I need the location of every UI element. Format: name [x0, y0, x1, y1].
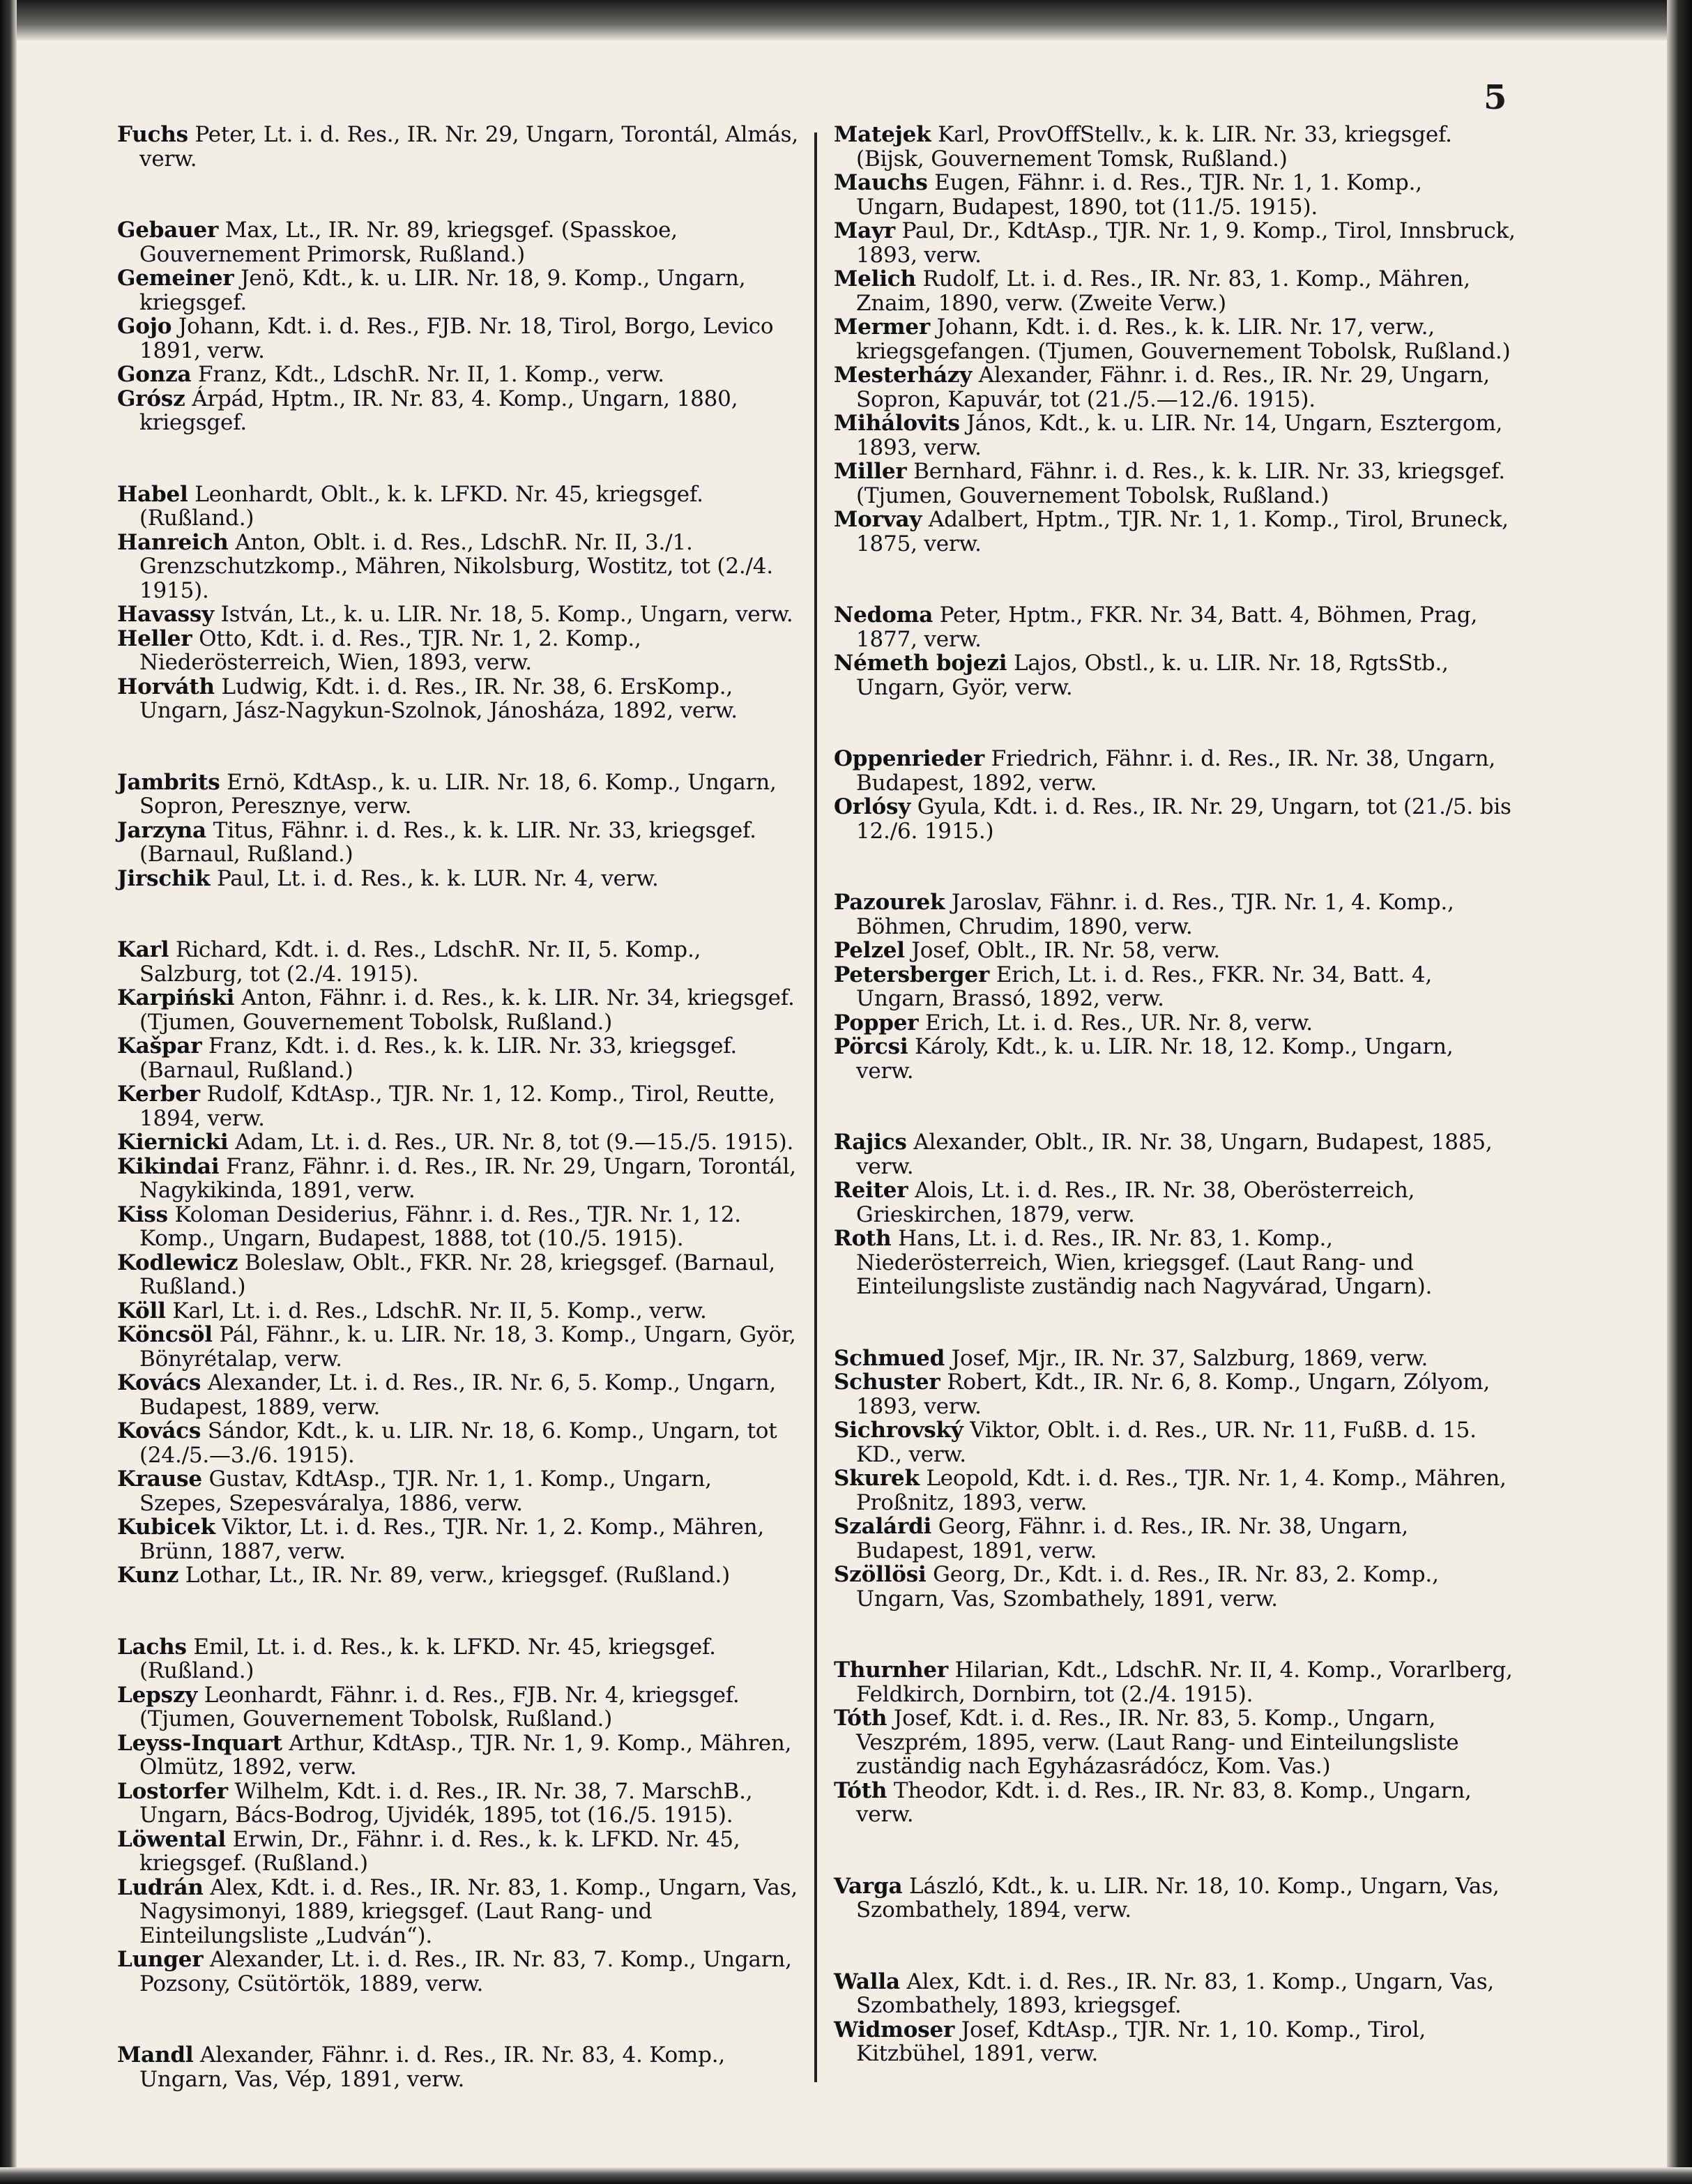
surname: Lachs [117, 1634, 187, 1660]
casualty-entry [117, 1515, 800, 1563]
letter-group [117, 483, 800, 723]
surname: Németh bojezi [834, 651, 1007, 676]
entry-details: Georg, Dr., Kdt. i. d. Res., IR. Nr. 83, 2. Komp., Ungarn, Vas, Szombathely, 1891, verw. [856, 1562, 1439, 1612]
scan-border-bottom [0, 2167, 1692, 2184]
letter-group [834, 890, 1517, 1083]
casualty-entry [117, 1876, 800, 1948]
casualty-entry [117, 1155, 800, 1203]
entry-details: Ludwig, Kdt. i. d. Res., IR. Nr. 38, 6. ErsKomp., Ungarn, Jász-Nagykun-Szolnok, Jánosháza, 1892, verw. [139, 674, 738, 723]
entry-details: Josef, Kdt. i. d. Res., IR. Nr. 83, 5. Komp., Ungarn, Veszprém, 1895, verw. (Laut Rang- und Einteilungsliste zuständig nach Egyházasrádócz, Kom. Vas.) [856, 1706, 1459, 1779]
surname: Jarzyna [117, 817, 206, 843]
surname: Pörcsi [834, 1034, 908, 1059]
surname: Lepszy [117, 1682, 198, 1708]
surname: Roth [834, 1226, 892, 1251]
entry-details: Pál, Fähnr., k. u. LIR. Nr. 18, 3. Komp., Ungarn, Györ, Bönyrétalap, verw. [139, 1322, 796, 1372]
entry-details: Rudolf, KdtAsp., TJR. Nr. 1, 12. Komp., Tirol, Reutte, 1894, verw. [139, 1082, 775, 1131]
entry-details: Bernhard, Fähnr. i. d. Res., k. k. LIR. Nr. 33, kriegsgef. (Tjumen, Gouvernement Tobolsk, Rußland.) [856, 459, 1505, 508]
casualty-entry [117, 218, 800, 266]
surname: Pelzel [834, 938, 905, 963]
entry-details: Alexander, Fähnr. i. d. Res., IR. Nr. 83, 4. Komp., Ungarn, Vas, Vép, 1891, verw. [139, 2042, 726, 2092]
entry-details: Sándor, Kdt., k. u. LIR. Nr. 18, 6. Komp., Ungarn, tot (24./5.—3./6. 1915). [139, 1418, 777, 1468]
surname: Mesterházy [834, 363, 973, 388]
surname: Hanreich [117, 529, 229, 555]
entry-details: Alexander, Oblt., IR. Nr. 38, Ungarn, Budapest, 1885, verw. [856, 1130, 1493, 1179]
letter-group [834, 123, 1517, 556]
casualty-entry [117, 675, 800, 723]
entry-details: Johann, Kdt. i. d. Res., FJB. Nr. 18, Tirol, Borgo, Levico 1891, verw. [139, 314, 774, 363]
entry-details: Franz, Kdt., LdschR. Nr. II, 1. Komp., verw. [191, 362, 664, 387]
entry-details: Hilarian, Kdt., LdschR. Nr. II, 4. Komp., Vorarlberg, Feldkirch, Dornbirn, tot (2./4. 1915). [856, 1658, 1513, 1707]
entry-details: Alexander, Lt. i. d. Res., IR. Nr. 83, 7. Komp., Ungarn, Pozsony, Csütörtök, 1889, verw. [139, 1947, 792, 1996]
casualty-entry [834, 1563, 1517, 1611]
surname: Mandl [117, 2042, 194, 2068]
entry-details: Alexander, Lt. i. d. Res., IR. Nr. 6, 5. Komp., Ungarn, Budapest, 1889, verw. [139, 1370, 777, 1420]
casualty-entry [117, 266, 800, 314]
letter-group [117, 1635, 800, 1996]
surname: Leyss-Inquart [117, 1730, 282, 1756]
letter-group [117, 771, 800, 891]
entry-details: Josef, Mjr., IR. Nr. 37, Salzburg, 1869, verw. [945, 1345, 1428, 1371]
casualty-entry [834, 747, 1517, 795]
surname: Tóth [834, 1706, 887, 1731]
column-divider [814, 132, 817, 2082]
casualty-entry [117, 1635, 800, 1683]
surname: Rajics [834, 1130, 907, 1155]
surname: Kikindai [117, 1153, 220, 1179]
casualty-entry [834, 1658, 1517, 1706]
entry-details: Erich, Lt. i. d. Res., FKR. Nr. 34, Batt. 4, Ungarn, Brassó, 1892, verw. [856, 962, 1433, 1011]
letter-group [834, 1658, 1517, 1827]
casualty-entry [834, 651, 1517, 699]
entry-details: Lajos, Obstl., k. u. LIR. Nr. 18, RgtsStb., Ungarn, Györ, verw. [856, 651, 1449, 700]
entry-details: Peter, Lt. i. d. Res., IR. Nr. 29, Ungarn, Torontál, Almás, verw. [139, 122, 799, 172]
entry-details: István, Lt., k. u. LIR. Nr. 18, 5. Komp., Ungarn, verw. [214, 602, 793, 627]
surname: Mauchs [834, 170, 928, 195]
surname: Fuchs [117, 122, 188, 147]
entry-details: László, Kdt., k. u. LIR. Nr. 18, 10. Komp., Ungarn, Vas, Szombathely, 1894, verw. [856, 1873, 1500, 1923]
casualty-entry [834, 1347, 1517, 1371]
surname: Köll [117, 1298, 166, 1324]
left-column [117, 123, 800, 2139]
entry-details: Richard, Kdt. i. d. Res., LdschR. Nr. II, 5. Komp., Salzburg, tot (2./4. 1915). [139, 937, 701, 987]
entry-details: Gyula, Kdt. i. d. Res., IR. Nr. 29, Ungarn, tot (21./5. bis 12./6. 1915.) [856, 794, 1511, 844]
surname: Matejek [834, 122, 931, 147]
surname: Mayr [834, 218, 895, 243]
casualty-entry [117, 1780, 800, 1828]
entry-details: Hans, Lt. i. d. Res., IR. Nr. 83, 1. Komp., Niederösterreich, Wien, kriegsgef. (Laut Rang- und Einteilungsliste zuständig nach Nagyvárad, Ungarn). [856, 1226, 1433, 1299]
casualty-entry [834, 890, 1517, 939]
casualty-entry [834, 1035, 1517, 1083]
page-number: 5 [1484, 78, 1507, 117]
casualty-entry [834, 1178, 1517, 1227]
entry-details: Koloman Desiderius, Fähnr. i. d. Res., TJR. Nr. 1, 12. Komp., Ungarn, Budapest, 1888, tot (10./5. 1915). [139, 1201, 741, 1251]
casualty-entry [117, 602, 800, 627]
casualty-entry [117, 1419, 800, 1467]
surname: Pazourek [834, 890, 945, 915]
entry-details: Leonhardt, Fähnr. i. d. Res., FJB. Nr. 4, kriegsgef. (Tjumen, Gouvernement Tobolsk, Rußland.) [139, 1682, 740, 1731]
casualty-entry [117, 1082, 800, 1130]
surname: Löwental [117, 1826, 227, 1852]
surname: Melich [834, 266, 916, 291]
surname: Heller [117, 625, 192, 651]
entry-details: Paul, Lt. i. d. Res., k. k. LUR. Nr. 4, verw. [210, 865, 659, 891]
casualty-entry [117, 483, 800, 531]
surname: Popper [834, 1010, 919, 1036]
surname: Varga [834, 1873, 903, 1899]
surname: Jirschik [117, 865, 211, 891]
casualty-entry [117, 1371, 800, 1419]
right-column [834, 123, 1517, 2114]
surname: Kiernicki [117, 1130, 229, 1155]
casualty-entry [834, 411, 1517, 460]
casualty-entry [117, 1034, 800, 1082]
entry-details: Robert, Kdt., IR. Nr. 6, 8. Komp., Ungarn, Zólyom, 1893, verw. [856, 1370, 1491, 1419]
surname: Karl [117, 937, 169, 962]
surname: Karpiński [117, 985, 235, 1010]
casualty-entry [834, 123, 1517, 171]
casualty-entry [834, 1418, 1517, 1466]
surname: Sichrovský [834, 1418, 963, 1443]
surname: Habel [117, 481, 188, 507]
casualty-entry [117, 1683, 800, 1731]
surname: Walla [834, 1969, 900, 1994]
surname: Kovács [117, 1370, 201, 1395]
casualty-entry [834, 795, 1517, 843]
entry-details: Otto, Kdt. i. d. Res., TJR. Nr. 1, 2. Komp., Niederösterreich, Wien, 1893, verw. [139, 625, 641, 675]
entry-details: Johann, Kdt. i. d. Res., k. k. LIR. Nr. 17, verw., kriegsgefangen. (Tjumen, Gouvernement Tobolsk, Rußland.) [856, 314, 1511, 364]
casualty-entry [117, 867, 800, 891]
casualty-entry [117, 1563, 800, 1588]
surname: Kubicek [117, 1515, 215, 1540]
entry-details: Paul, Dr., KdtAsp., TJR. Nr. 1, 9. Komp., Tirol, Innsbruck, 1893, verw. [856, 218, 1516, 268]
casualty-entry [834, 1130, 1517, 1178]
casualty-entry [834, 1779, 1517, 1827]
entry-details: Karl, Lt. i. d. Res., LdschR. Nr. II, 5. Komp., verw. [165, 1298, 707, 1324]
casualty-entry [117, 819, 800, 867]
surname: Kodlewicz [117, 1250, 238, 1275]
surname: Köncsöl [117, 1322, 213, 1347]
surname: Mihálovits [834, 411, 960, 436]
casualty-entry [117, 2043, 800, 2091]
surname: Schuster [834, 1370, 940, 1395]
surname: Widmoser [834, 2017, 955, 2042]
entry-details: Josef, KdtAsp., TJR. Nr. 1, 10. Komp., Tirol, Kitzbühel, 1891, verw. [856, 2017, 1426, 2066]
casualty-entry [834, 2018, 1517, 2066]
entry-details: Anton, Fähnr. i. d. Res., k. k. LIR. Nr. 34, kriegsgef. (Tjumen, Gouvernement Tobolsk, Rußland.) [139, 985, 795, 1035]
casualty-entry [834, 1970, 1517, 2018]
surname: Kiss [117, 1201, 168, 1227]
surname: Schmued [834, 1345, 945, 1371]
entry-details: Josef, Oblt., IR. Nr. 58, verw. [904, 938, 1221, 963]
letter-group [117, 218, 800, 435]
casualty-entry [834, 939, 1517, 963]
surname: Grósz [117, 386, 185, 411]
entry-details: Gustav, KdtAsp., TJR. Nr. 1, 1. Komp., Ungarn, Szepes, Szepesváralya, 1886, verw. [139, 1466, 712, 1516]
casualty-entry [834, 1706, 1517, 1779]
surname: Tóth [834, 1777, 887, 1803]
entry-details: Viktor, Lt. i. d. Res., TJR. Nr. 1, 2. Komp., Mähren, Brünn, 1887, verw. [139, 1515, 765, 1564]
entry-details: Titus, Fähnr. i. d. Res., k. k. LIR. Nr. 33, kriegsgef. (Barnaul, Rußland.) [139, 817, 756, 867]
scan-border-left [0, 0, 17, 2184]
surname: Lostorfer [117, 1778, 228, 1804]
casualty-entry [117, 1948, 800, 1996]
casualty-entry [834, 1466, 1517, 1515]
casualty-entry [117, 531, 800, 603]
surname: Jambrits [117, 769, 220, 795]
letter-group [117, 2043, 800, 2091]
surname: Gonza [117, 362, 192, 387]
surname: Szalárdi [834, 1514, 932, 1539]
casualty-entry [834, 1874, 1517, 1923]
surname: Ludrán [117, 1874, 204, 1900]
entry-details: Adalbert, Hptm., TJR. Nr. 1, 1. Komp., Tirol, Bruneck, 1875, verw. [856, 507, 1509, 556]
surname: Horváth [117, 674, 215, 699]
letter-group [834, 1347, 1517, 1612]
casualty-entry [834, 171, 1517, 219]
entry-details: Anton, Oblt. i. d. Res., LdschR. Nr. II, 3./1. Grenzschutzkomp., Mähren, Nikolsburg, Wostitz, tot (2./4. 1915). [139, 529, 773, 603]
surname: Kunz [117, 1563, 179, 1588]
entry-details: Ernö, KdtAsp., k. u. LIR. Nr. 18, 6. Komp., Ungarn, Sopron, Peresznye, verw. [139, 769, 777, 819]
entry-details: Jaroslav, Fähnr. i. d. Res., TJR. Nr. 1, 4. Komp., Böhmen, Chrudim, 1890, verw. [856, 890, 1454, 939]
entry-details: Jenö, Kdt., k. u. LIR. Nr. 18, 9. Komp., Ungarn, kriegsgef. [139, 266, 746, 315]
casualty-entry [834, 508, 1517, 556]
surname: Skurek [834, 1466, 920, 1491]
casualty-entry [117, 1130, 800, 1155]
surname: Kovács [117, 1418, 201, 1443]
surname: Kerber [117, 1082, 200, 1107]
surname: Gebauer [117, 218, 219, 243]
letter-group [834, 1970, 1517, 2066]
surname: Krause [117, 1466, 202, 1492]
casualty-entry [117, 1323, 800, 1371]
surname: Havassy [117, 602, 214, 627]
surname: Mermer [834, 314, 931, 340]
entry-details: Lothar, Lt., IR. Nr. 89, verw., kriegsgef. (Rußland.) [178, 1563, 731, 1588]
letter-group [117, 938, 800, 1588]
casualty-entry [834, 460, 1517, 508]
casualty-entry [117, 314, 800, 363]
surname: Gojo [117, 314, 172, 339]
scan-border-right [1667, 0, 1692, 2184]
entry-details: Max, Lt., IR. Nr. 89, kriegsgef. (Spasskoe, Gouvernement Primorsk, Rußland.) [139, 218, 678, 267]
letter-group [117, 123, 800, 171]
entry-details: Erwin, Dr., Fähnr. i. d. Res., k. k. LFKD. Nr. 45, kriegsgef. (Rußland.) [139, 1826, 740, 1876]
entry-details: Alex, Kdt. i. d. Res., IR. Nr. 83, 1. Komp., Ungarn, Vas, Szombathely, 1893, kriegsgef. [856, 1969, 1495, 2018]
entry-details: Theodor, Kdt. i. d. Res., IR. Nr. 83, 8. Komp., Ungarn, verw. [856, 1777, 1472, 1827]
casualty-entry [834, 1227, 1517, 1299]
entry-details: Alex, Kdt. i. d. Res., IR. Nr. 83, 1. Komp., Ungarn, Vas, Nagysimonyi, 1889, kriegsgef. (Laut Rang- und Einteilungsliste „Ludván“). [139, 1874, 798, 1948]
casualty-entry [117, 938, 800, 986]
casualty-entry [117, 1467, 800, 1515]
surname: Kašpar [117, 1033, 202, 1059]
casualty-entry [834, 315, 1517, 363]
letter-group [834, 1130, 1517, 1299]
surname: Orlósy [834, 794, 911, 819]
casualty-entry [117, 123, 800, 171]
surname: Thurnher [834, 1658, 949, 1683]
surname: Morvay [834, 507, 922, 532]
casualty-entry [117, 627, 800, 675]
surname: Reiter [834, 1178, 908, 1203]
entry-details: Franz, Fähnr. i. d. Res., IR. Nr. 29, Ungarn, Torontál, Nagykikinda, 1891, verw. [139, 1153, 796, 1203]
casualty-entry [117, 363, 800, 387]
entry-details: Rudolf, Lt. i. d. Res., IR. Nr. 83, 1. Komp., Mähren, Znaim, 1890, verw. (Zweite Verw.) [856, 266, 1470, 316]
casualty-entry [834, 963, 1517, 1011]
surname: Petersberger [834, 962, 990, 987]
entry-details: Friedrich, Fähnr. i. d. Res., IR. Nr. 38, Ungarn, Budapest, 1892, verw. [856, 746, 1496, 796]
surname: Nedoma [834, 602, 933, 628]
surname: Oppenrieder [834, 746, 984, 771]
casualty-entry [117, 1203, 800, 1251]
entry-details: Viktor, Oblt. i. d. Res., UR. Nr. 11, FußB. d. 15. KD., verw. [856, 1418, 1477, 1467]
entry-details: Erich, Lt. i. d. Res., UR. Nr. 8, verw. [918, 1010, 1313, 1036]
entry-details: Leonhardt, Oblt., k. k. LFKD. Nr. 45, kriegsgef. (Rußland.) [139, 481, 703, 531]
casualty-entry [117, 1299, 800, 1324]
entry-details: Franz, Kdt. i. d. Res., k. k. LIR. Nr. 33, kriegsgef. (Barnaul, Rußland.) [139, 1033, 738, 1083]
entry-details: Boleslaw, Oblt., FKR. Nr. 28, kriegsgef. (Barnaul, Rußland.) [139, 1250, 776, 1299]
casualty-entry [117, 986, 800, 1034]
casualty-entry [834, 1011, 1517, 1036]
casualty-entry [834, 267, 1517, 315]
surname: Miller [834, 459, 907, 484]
scan-border-top [0, 0, 1692, 40]
entry-details: Alexander, Fähnr. i. d. Res., IR. Nr. 29, Ungarn, Sopron, Kapuvár, tot (21./5.—12./6. 1915). [856, 363, 1490, 412]
entry-details: Karl, ProvOffStellv., k. k. LIR. Nr. 33, kriegsgef. (Bijsk, Gouvernement Tomsk, Rußland.) [856, 122, 1452, 172]
entry-details: János, Kdt., k. u. LIR. Nr. 14, Ungarn, Esztergom, 1893, verw. [856, 411, 1503, 460]
entry-details: Árpád, Hptm., IR. Nr. 83, 4. Komp., Ungarn, 1880, kriegsgef. [139, 386, 738, 435]
entry-details: Alois, Lt. i. d. Res., IR. Nr. 38, Oberösterreich, Grieskirchen, 1879, verw. [856, 1178, 1415, 1227]
casualty-entry [834, 1515, 1517, 1563]
entry-details: Adam, Lt. i. d. Res., UR. Nr. 8, tot (9.—15./5. 1915). [228, 1130, 794, 1155]
entry-details: Eugen, Fähnr. i. d. Res., TJR. Nr. 1, 1. Komp., Ungarn, Budapest, 1890, tot (11./5. 1915). [856, 170, 1422, 220]
casualty-entry [117, 387, 800, 435]
casualty-entry [834, 603, 1517, 651]
entry-details: Wilhelm, Kdt. i. d. Res., IR. Nr. 38, 7. MarschB., Ungarn, Bács-Bodrog, Ujvidék, 1895, tot (16./5. 1915). [139, 1778, 753, 1828]
casualty-entry [117, 1828, 800, 1876]
casualty-entry [117, 1731, 800, 1780]
entry-details: Károly, Kdt., k. u. LIR. Nr. 18, 12. Komp., Ungarn, verw. [856, 1034, 1454, 1084]
letter-group [834, 1874, 1517, 1923]
entry-details: Georg, Fähnr. i. d. Res., IR. Nr. 38, Ungarn, Budapest, 1891, verw. [856, 1514, 1408, 1563]
casualty-entry [834, 219, 1517, 267]
casualty-entry [117, 771, 800, 819]
entry-details: Peter, Hptm., FKR. Nr. 34, Batt. 4, Böhmen, Prag, 1877, verw. [856, 602, 1478, 652]
casualty-entry [834, 363, 1517, 411]
entry-details: Leopold, Kdt. i. d. Res., TJR. Nr. 1, 4. Komp., Mähren, Proßnitz, 1893, verw. [856, 1466, 1507, 1515]
letter-group [834, 747, 1517, 843]
casualty-entry [117, 1251, 800, 1299]
casualty-entry [834, 1370, 1517, 1418]
surname: Lunger [117, 1947, 204, 1972]
entry-details: Emil, Lt. i. d. Res., k. k. LFKD. Nr. 45, kriegsgef. (Rußland.) [139, 1634, 716, 1683]
entry-details: Arthur, KdtAsp., TJR. Nr. 1, 9. Komp., Mähren, Olmütz, 1892, verw. [139, 1730, 792, 1780]
surname: Gemeiner [117, 266, 234, 291]
letter-group [834, 603, 1517, 699]
surname: Szöllösi [834, 1562, 927, 1587]
